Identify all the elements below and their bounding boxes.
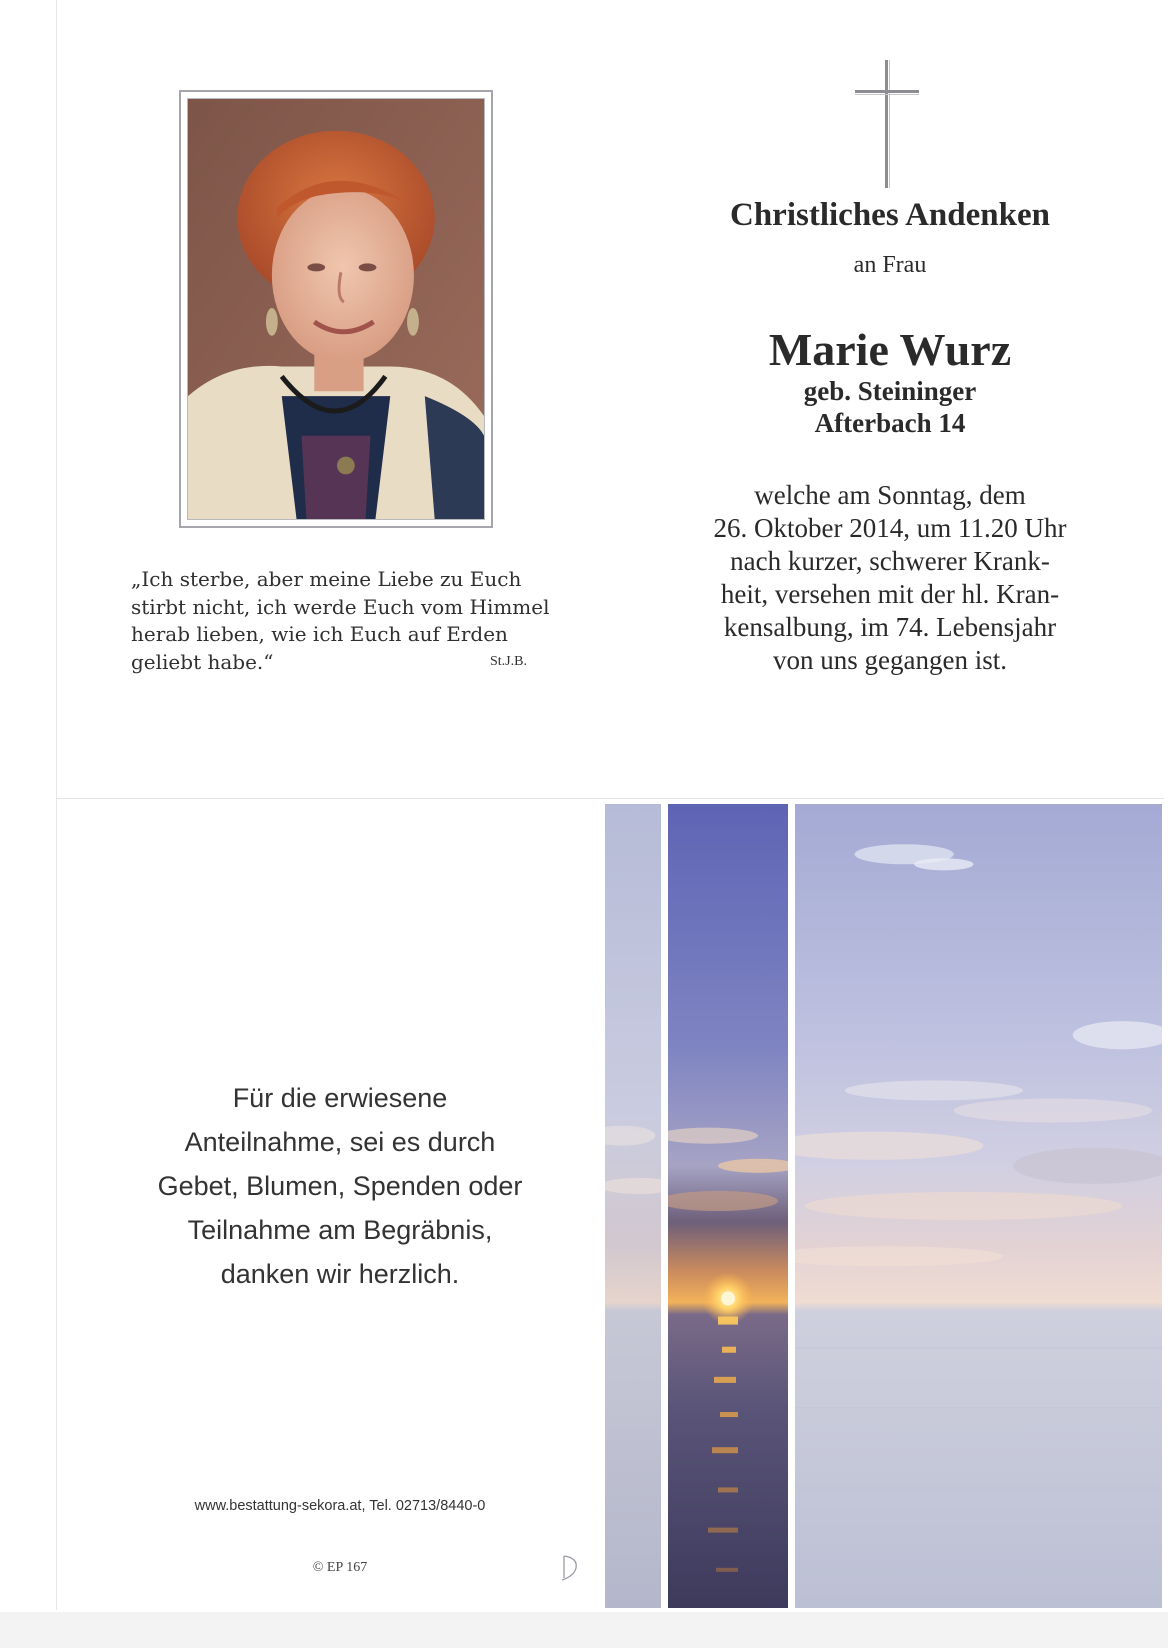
passing-line: heit, versehen mit der hl. Kran- [720,579,1060,609]
sunset-image-strip-center [668,804,788,1608]
thanks-line: Teilnahme am Begräbnis, [187,1215,493,1245]
latin-cross-icon [855,60,919,188]
passing-line: nach kurzer, schwerer Krank- [730,546,1050,576]
honorific: an Frau [853,252,927,278]
thanks-line: danken wir herzlich. [220,1259,460,1289]
memorial-headline: Christliches Andenken [730,197,1050,233]
scan-margin [0,1612,1168,1648]
deceased-name: Marie Wurz [768,324,1012,375]
sunset-image-strip-right [795,804,1162,1608]
address: Afterbach 14 [814,408,966,438]
passing-line: von uns gegangen ist. [773,645,1007,675]
portrait-photo [179,90,493,528]
article-code: © EP 167 [312,1560,368,1575]
thanks-line: Gebet, Blumen, Spenden oder [157,1171,523,1201]
passing-line: 26. Oktober 2014, um 11.20 Uhr [713,513,1067,543]
scan-edge [56,0,57,1610]
maiden-name: geb. Steininger [803,376,977,406]
handwritten-mark-icon [556,1552,582,1584]
passing-announcement [680,479,1100,677]
thanks-line: Für die erwiesene [232,1083,448,1113]
passing-line: welche am Sonntag, dem [754,480,1026,510]
sunset-image-strip-left [605,804,661,1608]
passing-line: kensalbung, im 74. Lebensjahr [723,612,1057,642]
thanks-line: Anteilnahme, sei es durch [184,1127,496,1157]
quote-source: St.J.B. [490,654,527,669]
thank-you-message [100,1076,580,1296]
fold-line [56,798,1164,799]
quote-text: „Ich sterbe, aber meine Liebe zu Euch stirbt nicht, ich werde Euch vom Himmel herab lieben, wie ich Euch auf Erden geliebt habe.“ [131,567,550,674]
funeral-home-contact: www.bestattung-sekora.at, Tel. 02713/8440-0 [194,1498,486,1514]
portrait-image [188,99,484,519]
